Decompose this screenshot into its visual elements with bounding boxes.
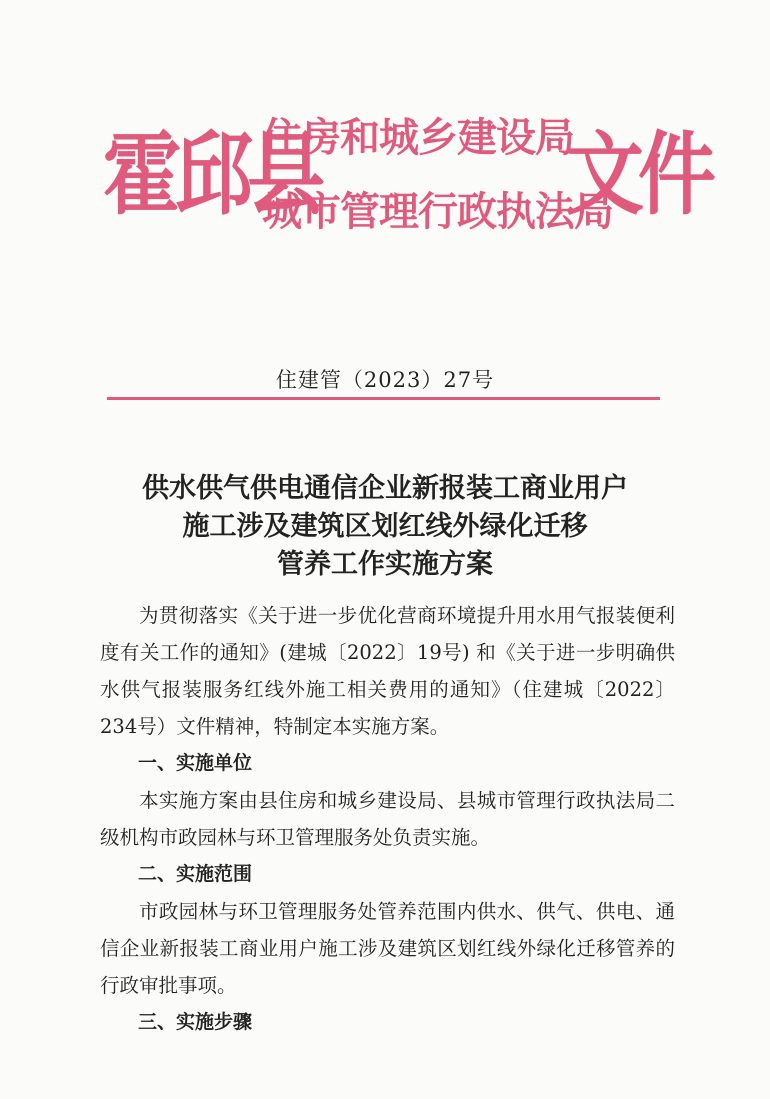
intro-paragraph: 为贯彻落实《关于进一步优化营商环境提升用水用气报装便利度有关工作的通知》(建城〔2022〕19号) 和《关于进一步明确供水供气报装服务红线外施工相关费用的通知》（住建城〔2022〕234号）文件精神，特制定本实施方案。	[100, 604, 675, 738]
letterhead-county: 霍邱县	[103, 122, 320, 228]
title-line-3: 管养工作实施方案	[277, 549, 493, 580]
red-divider	[107, 397, 660, 400]
letterhead-bureau-1: 住房和城乡建设局	[262, 114, 574, 161]
document-body	[100, 597, 675, 1041]
section-3-heading: 三、实施步骤	[138, 1011, 253, 1033]
title-line-2: 施工涉及建筑区划红线外绿化迁移	[182, 511, 588, 542]
section-1-heading: 一、实施单位	[138, 752, 253, 774]
letterhead-bureau-2: 城市管理行政执法局	[262, 188, 613, 235]
section-2-heading: 二、实施范围	[138, 863, 253, 885]
title-line-1: 供水供气供电通信企业新报装工商业用户	[142, 473, 628, 504]
letterhead-document: 文件	[566, 122, 711, 228]
red-letterhead	[0, 0, 770, 260]
document-number: 住建管（2023）27号	[275, 368, 495, 392]
document-title	[60, 470, 710, 584]
section-2-text: 市政园林与环卫管理服务处管养范围内供水、供气、供电、通信企业新报装工商业用户施工涉及建筑区划红线外绿化迁移管养的行政审批事项。	[100, 900, 675, 997]
section-1-text: 本实施方案由县住房和城乡建设局、县城市管理行政执法局二级机构市政园林与环卫管理服务处负责实施。	[100, 789, 675, 849]
